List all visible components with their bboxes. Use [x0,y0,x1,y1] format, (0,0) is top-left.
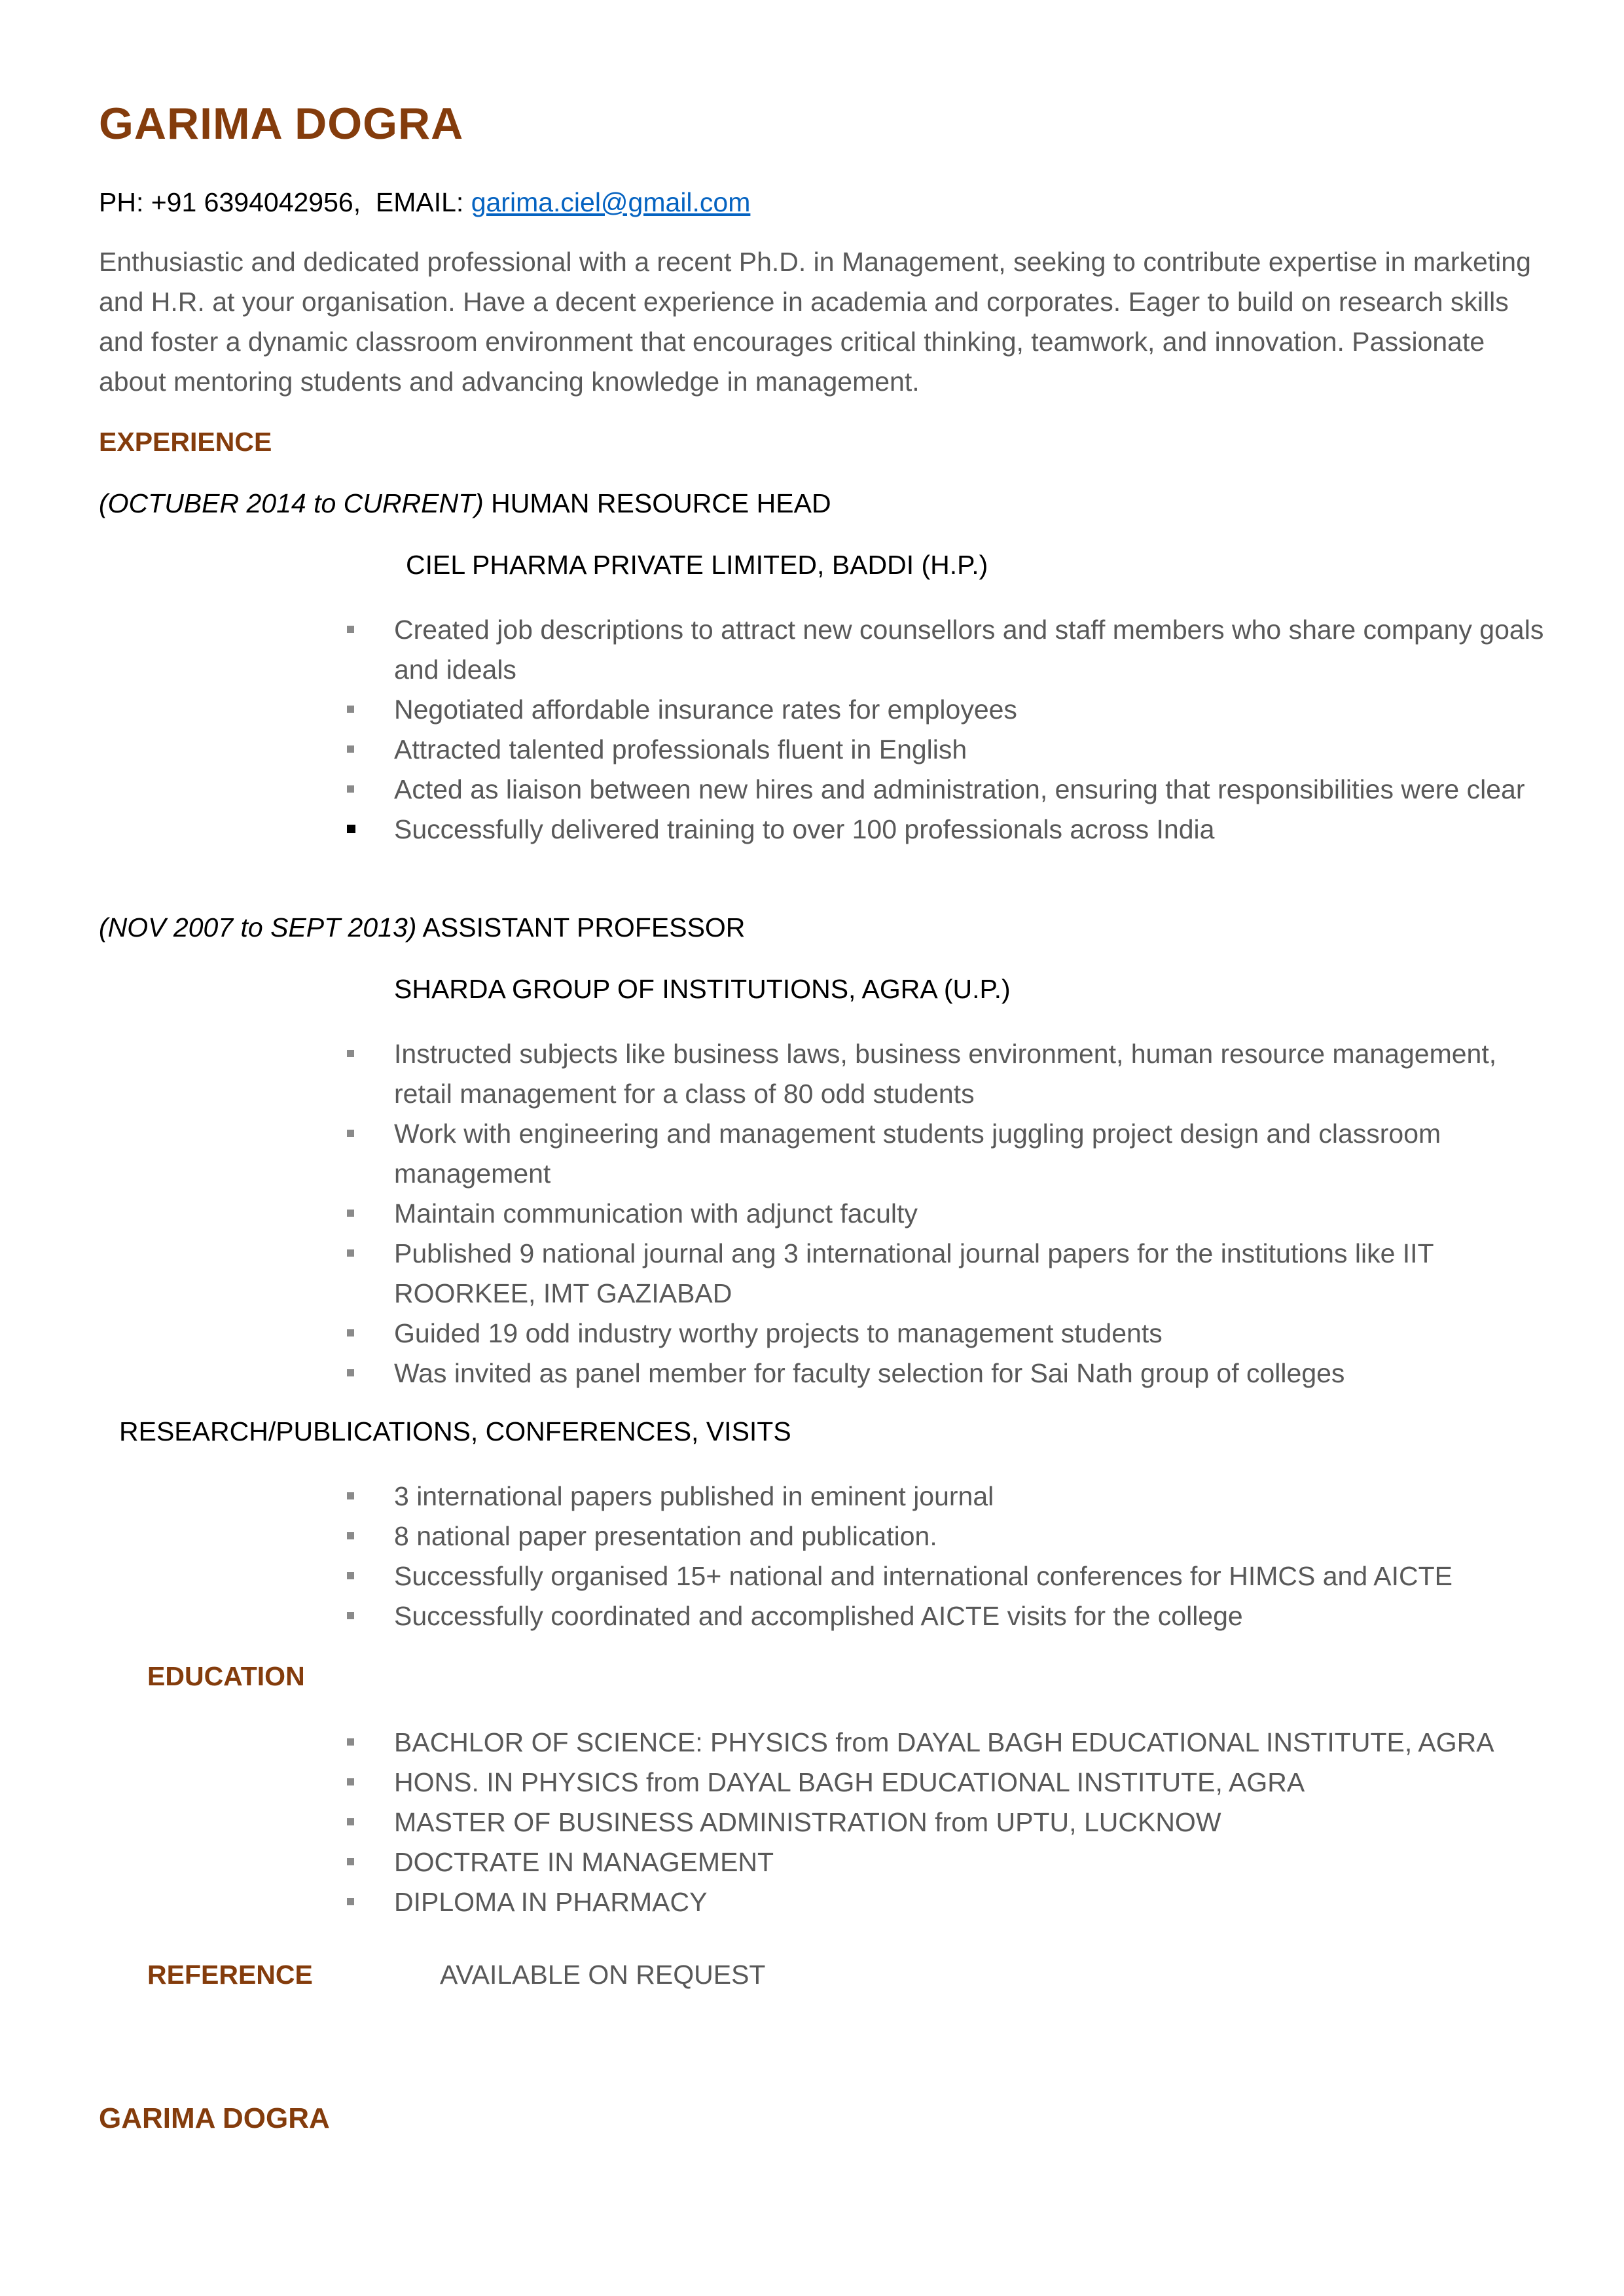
job-dates: (OCTUBER 2014 to CURRENT) [99,488,484,518]
list-item: Work with engineering and management students juggling project design and classroom management [347,1114,1545,1194]
employer-name: SHARDA GROUP OF INSTITUTIONS, AGRA (U.P.) [394,974,1011,1004]
bullet-square-icon [347,1492,354,1499]
bullet-square-icon [347,1050,354,1057]
job-title-line [99,912,745,943]
bullet-square-icon [347,706,354,713]
list-item: Successfully coordinated and accomplished AICTE visits for the college [347,1596,1545,1636]
footer-name: GARIMA DOGRA [99,2102,330,2134]
list-item: Published 9 national journal ang 3 international journal papers for the institutions like IIT ROORKEE, IMT GAZIABAD [347,1234,1545,1314]
list-item: 8 national paper presentation and publication. [347,1516,1545,1556]
email-link[interactable]: garima.ciel@gmail.com [471,187,751,217]
bullet-square-icon [347,1858,354,1865]
contact-phone-label: PH: +91 6394042956, EMAIL: [99,187,471,217]
bullet-square-icon [347,825,355,833]
experience-heading: EXPERIENCE [99,427,272,457]
professional-summary: Enthusiastic and dedicated professional with a recent Ph.D. in Management, seeking to contribute expertise in marketing and H.R. at your organisation. Have a decent experience in academia and corporates. Eager to build on research skills and foster a dynamic classroom environment that encourages critical thinking, teamwork, and innovation. Passionate about mentoring students and advancing knowledge in management. [99,247,1531,397]
research-bullets-list [347,1477,1545,1636]
list-item: Was invited as panel member for faculty selection for Sai Nath group of colleges [347,1354,1545,1393]
bullet-square-icon [347,1612,354,1619]
list-item: Created job descriptions to attract new counsellors and staff members who share company goals and ideals [347,610,1545,690]
bullet-square-icon [347,1532,354,1539]
bullet-square-icon [347,1738,354,1746]
job-title-line [99,488,831,519]
bullet-square-icon [347,785,354,793]
job-title: HUMAN RESOURCE HEAD [483,488,831,518]
list-item: DIPLOMA IN PHARMACY [347,1882,1545,1922]
bullet-square-icon [347,1369,354,1376]
bullet-square-icon [347,626,354,633]
education-heading: EDUCATION [147,1661,305,1691]
bullet-square-icon [347,1329,354,1336]
bullet-square-icon [347,1898,354,1905]
job-bullets-list [347,610,1545,850]
job-title: ASSISTANT PROFESSOR [416,912,746,942]
job-bullets-list [347,1034,1545,1393]
employer-name: CIEL PHARMA PRIVATE LIMITED, BADDI (H.P.) [406,550,988,580]
bullet-square-icon [347,1778,354,1785]
reference-heading: REFERENCE [147,1960,313,1990]
bullet-square-icon [347,1249,354,1257]
list-item: Maintain communication with adjunct faculty [347,1194,1545,1234]
bullet-square-icon [347,1130,354,1137]
reference-value: AVAILABLE ON REQUEST [440,1960,766,1990]
list-item: BACHLOR OF SCIENCE: PHYSICS from DAYAL BAGH EDUCATIONAL INSTITUTE, AGRA [347,1723,1545,1763]
list-item: MASTER OF BUSINESS ADMINISTRATION from UPTU, LUCKNOW [347,1803,1545,1842]
list-item: Attracted talented professionals fluent in English [347,730,1545,770]
list-item: DOCTRATE IN MANAGEMENT [347,1842,1545,1882]
list-item: Successfully organised 15+ national and international conferences for HIMCS and AICTE [347,1556,1545,1596]
list-item: Instructed subjects like business laws, business environment, human resource management, retail management for a class of 80 odd students [347,1034,1545,1114]
bullet-square-icon [347,1572,354,1579]
list-item: Acted as liaison between new hires and administration, ensuring that responsibilities were clear [347,770,1545,810]
list-item: Guided 19 odd industry worthy projects to management students [347,1314,1545,1354]
bullet-square-icon [347,1818,354,1825]
research-heading: RESEARCH/PUBLICATIONS, CONFERENCES, VISITS [119,1416,791,1446]
bullet-square-icon [347,745,354,753]
list-item: 3 international papers published in eminent journal [347,1477,1545,1516]
contact-line [99,187,750,218]
education-bullets-list [347,1723,1545,1922]
list-item: Negotiated affordable insurance rates for employees [347,690,1545,730]
list-item: HONS. IN PHYSICS from DAYAL BAGH EDUCATIONAL INSTITUTE, AGRA [347,1763,1545,1803]
job-dates: (NOV 2007 to SEPT 2013) [99,912,417,942]
bullet-square-icon [347,1210,354,1217]
candidate-name: GARIMA DOGRA [99,99,464,149]
list-item: Successfully delivered training to over 100 professionals across India [347,810,1545,850]
